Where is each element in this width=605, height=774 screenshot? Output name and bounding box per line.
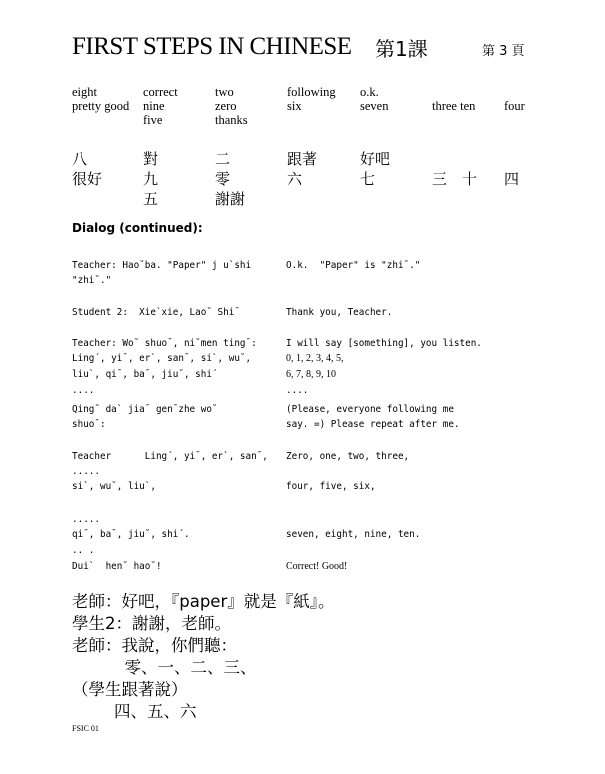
dialog-romanization: Student 2: Xie`xie, Lao˘ Shi¯ [72, 307, 240, 318]
dialog-translation: 0, 1, 2, 3, 4, 5, [286, 353, 344, 364]
page-number: 第 3 頁 [482, 44, 525, 59]
vocab-hanzi: 謝謝 [215, 190, 246, 208]
vocab-hanzi: 五 [143, 190, 159, 208]
vocab-word: six [287, 99, 302, 113]
dialog-romanization: shuo¯: [72, 419, 106, 430]
dialog-romanization: Teacher: Wo˘ shuo¯, ni˘men ting¯: [72, 338, 257, 349]
document-title: FIRST STEPS IN CHINESE [72, 33, 352, 60]
vocab-hanzi: 八 [72, 150, 88, 168]
vocab-hanzi: 好吧 [360, 150, 391, 168]
vocab-hanzi: 六 [287, 170, 303, 188]
dialog-translation: Zero, one, two, three, [286, 451, 410, 462]
dialog-romanization: liu`, qi¯, ba¯, jiu˘, shi´ [72, 369, 218, 380]
chinese-dialog-line: 四、五、六 [72, 702, 197, 721]
footer-code: FSIC 01 [72, 724, 99, 733]
dialog-translation: say. =) Please repeat after me. [286, 419, 460, 430]
vocab-hanzi: 九 [143, 170, 159, 188]
lesson-number: 第1課 [375, 37, 428, 61]
dialog-translation: (Please, everyone following me [286, 404, 454, 415]
vocab-word: two [215, 85, 234, 99]
vocab-word: nine [143, 99, 165, 113]
vocab-hanzi: 對 [143, 150, 159, 168]
dialog-romanization: ..... [72, 514, 100, 525]
vocab-word: thanks [215, 113, 248, 127]
dialog-romanization: Qing˘ da` jia¯ gen¯zhe wo˘ [72, 404, 218, 415]
dialog-translation: Thank you, Teacher. [286, 307, 393, 318]
vocab-word: following [287, 85, 336, 99]
chinese-dialog-line: 學生2：謝謝，老師。 [72, 614, 231, 633]
chinese-dialog-line: 老師：好吧，『paper』就是『紙』。 [72, 592, 335, 611]
vocab-word: five [143, 113, 163, 127]
chinese-dialog-line: （學生跟著說） [72, 680, 188, 699]
vocab-word: eight [72, 85, 97, 99]
vocab-hanzi: 三 十 [432, 170, 478, 188]
vocab-hanzi: 很好 [72, 170, 103, 188]
vocab-word: correct [143, 85, 178, 99]
dialog-romanization: ..... [72, 466, 100, 477]
dialog-romanization: Ling´, yi¯, er`, san¯, si`, wu˘, [72, 353, 252, 364]
dialog-translation: O.k. "Paper" is "zhi˘." [286, 260, 421, 271]
dialog-translation: Correct! Good! [286, 561, 348, 572]
dialog-translation: .... [286, 385, 309, 396]
chinese-dialog-line: 老師：我說，你們聽： [72, 636, 237, 655]
chinese-dialog-line: 零、一、二、三、 [72, 658, 257, 677]
vocab-hanzi: 四 [504, 170, 520, 188]
vocab-word: four [504, 99, 525, 113]
vocab-hanzi: 七 [360, 170, 376, 188]
dialog-translation: 6, 7, 8, 9, 10 [286, 369, 336, 380]
dialog-romanization: "zhi˘." [72, 275, 112, 286]
vocab-hanzi: 二 [215, 150, 231, 168]
vocab-hanzi: 跟著 [287, 150, 318, 168]
vocab-word: seven [360, 99, 389, 113]
vocab-word: pretty good [72, 99, 130, 113]
dialog-translation: I will say [something], you listen. [286, 338, 482, 349]
dialog-translation: seven, eight, nine, ten. [286, 529, 421, 540]
dialog-romanization: .. . [72, 545, 95, 556]
dialog-heading: Dialog (continued): [72, 221, 203, 235]
vocab-hanzi: 零 [215, 170, 231, 188]
vocab-word: three ten [432, 99, 476, 113]
vocab-word: zero [215, 99, 237, 113]
dialog-romanization: qi¯, ba¯, jiu˘, shi´. [72, 529, 190, 540]
vocab-word: o.k. [360, 85, 379, 99]
dialog-romanization: Teacher: Hao˘ba. "Paper" j u`shi [72, 260, 252, 271]
dialog-romanization: .... [72, 385, 95, 396]
dialog-romanization: Teacher Ling´, yi¯, er`, san¯, [72, 451, 268, 462]
dialog-romanization: si`, wu˘, liu`, [72, 481, 156, 492]
dialog-translation: four, five, six, [286, 481, 376, 492]
dialog-romanization: Dui` hen˘ hao˘! [72, 561, 162, 572]
